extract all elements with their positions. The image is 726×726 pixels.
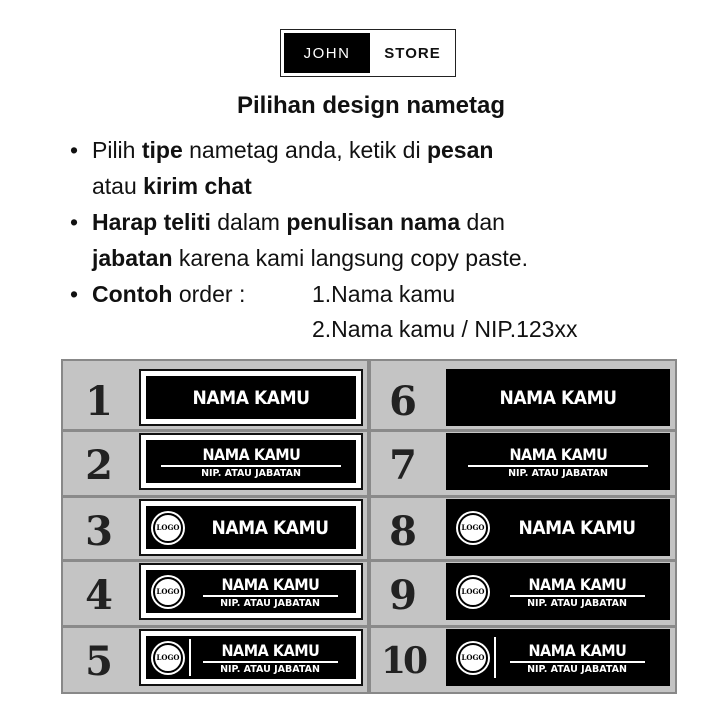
nametag-name-text: NAMA KAMU [202, 444, 300, 464]
option-number-7: 7 [389, 442, 417, 489]
nametag-text [191, 641, 349, 675]
nametag-subtitle-text: NIP. ATAU JABATAN [220, 597, 320, 609]
nametag-content [141, 501, 361, 554]
nametag-name-text: NAMA KAMU [221, 640, 319, 660]
text-bold: kirim chat [143, 173, 252, 199]
logo-placeholder-icon: LOGO [153, 513, 183, 543]
nametag-content [446, 369, 670, 426]
nametag-name-text: NAMA KAMU [211, 516, 329, 539]
nametag-underline [510, 595, 645, 597]
text-bold: Harap teliti [92, 209, 211, 235]
text-bold: pesan [426, 137, 494, 163]
grid-divider-horizontal [63, 625, 675, 628]
nametag-name-text: NAMA KAMU [518, 516, 636, 539]
nametag-underline [468, 465, 648, 467]
nametag-underline [510, 661, 645, 663]
nametag-option-9[interactable] [446, 563, 670, 620]
nametag-text [458, 387, 658, 409]
grid-divider-horizontal [63, 429, 675, 432]
option-number-8: 8 [389, 508, 417, 555]
nametag-underline [161, 465, 341, 467]
nametag-content [141, 631, 361, 684]
nametag-content [141, 371, 361, 424]
nametag-underline [203, 595, 338, 597]
nametag-option-3[interactable] [139, 499, 363, 556]
text: nametag anda, ketik di [182, 137, 427, 163]
nametag-content [141, 565, 361, 618]
nametag-option-8[interactable] [446, 499, 670, 556]
nametag-content [446, 433, 670, 490]
option-number-6: 6 [389, 378, 417, 425]
nametag-name-text: NAMA KAMU [509, 444, 607, 464]
logo-placeholder-icon: LOGO [458, 643, 488, 673]
text-bold: tipe [141, 137, 183, 163]
text-bold: Contoh [92, 281, 173, 307]
nametag-content [446, 629, 670, 686]
example-2: 2.Nama kamu / NIP.123xx [312, 316, 578, 342]
nametag-text [191, 517, 349, 539]
nametag-option-6[interactable] [446, 369, 670, 426]
option-number-4: 4 [85, 572, 113, 619]
text: Pilih [92, 137, 142, 163]
nametag-text [458, 445, 658, 479]
nametag-subtitle-text: NIP. ATAU JABATAN [220, 663, 320, 675]
page-title: Pilihan design nametag [236, 92, 506, 119]
option-number-9: 9 [389, 572, 417, 619]
logo-placeholder-icon: LOGO [458, 577, 488, 607]
nametag-name-text: NAMA KAMU [528, 574, 626, 594]
nametag-subtitle-text: NIP. ATAU JABATAN [201, 467, 301, 479]
nametag-subtitle-text: NIP. ATAU JABATAN [527, 663, 627, 675]
text: dalam [210, 209, 287, 235]
grid-divider-vertical [367, 361, 371, 692]
nametag-option-1[interactable] [139, 369, 363, 426]
nametag-option-4[interactable] [139, 563, 363, 620]
nametag-text [496, 575, 658, 609]
text: atau [92, 173, 144, 199]
nametag-name-text: NAMA KAMU [192, 386, 310, 409]
nametag-name-text: NAMA KAMU [528, 640, 626, 660]
example-1: 1.Nama kamu [312, 281, 456, 307]
brand-logo [280, 29, 456, 77]
nametag-text [191, 575, 349, 609]
nametag-name-text: NAMA KAMU [221, 574, 319, 594]
instruction-item-2 [70, 204, 710, 276]
nametag-text [153, 387, 349, 409]
logo-placeholder-icon: LOGO [153, 577, 183, 607]
option-number-1: 1 [85, 378, 113, 425]
nametag-option-5[interactable] [139, 629, 363, 686]
nametag-content [446, 563, 670, 620]
nametag-text [153, 445, 349, 479]
text: order : [172, 281, 246, 307]
nametag-subtitle-text: NIP. ATAU JABATAN [508, 467, 608, 479]
instruction-item-1 [70, 132, 710, 204]
grid-divider-horizontal [63, 559, 675, 562]
grid-divider-horizontal [63, 495, 675, 498]
nametag-options-grid [61, 359, 677, 694]
option-number-5: 5 [85, 638, 113, 685]
option-number-10: 10 [380, 640, 426, 682]
option-number-3: 3 [85, 508, 113, 555]
text: dan [460, 209, 505, 235]
nametag-content [446, 499, 670, 556]
logo-placeholder-icon: LOGO [458, 513, 488, 543]
nametag-option-10[interactable] [446, 629, 670, 686]
nametag-text [496, 641, 658, 675]
brand-logo-right: STORE [384, 44, 441, 62]
text-bold: penulisan nama [286, 209, 461, 235]
nametag-content [141, 435, 361, 488]
nametag-option-2[interactable] [139, 433, 363, 490]
nametag-text [496, 517, 658, 539]
logo-placeholder-icon: LOGO [153, 643, 183, 673]
option-number-2: 2 [85, 442, 113, 489]
nametag-option-7[interactable] [446, 433, 670, 490]
nametag-name-text: NAMA KAMU [499, 386, 617, 409]
text-bold: jabatan [92, 245, 173, 271]
nametag-underline [203, 661, 338, 663]
nametag-subtitle-text: NIP. ATAU JABATAN [527, 597, 627, 609]
brand-logo-left: JOHN [284, 33, 370, 73]
text: karena kami langsung copy paste. [172, 245, 528, 271]
